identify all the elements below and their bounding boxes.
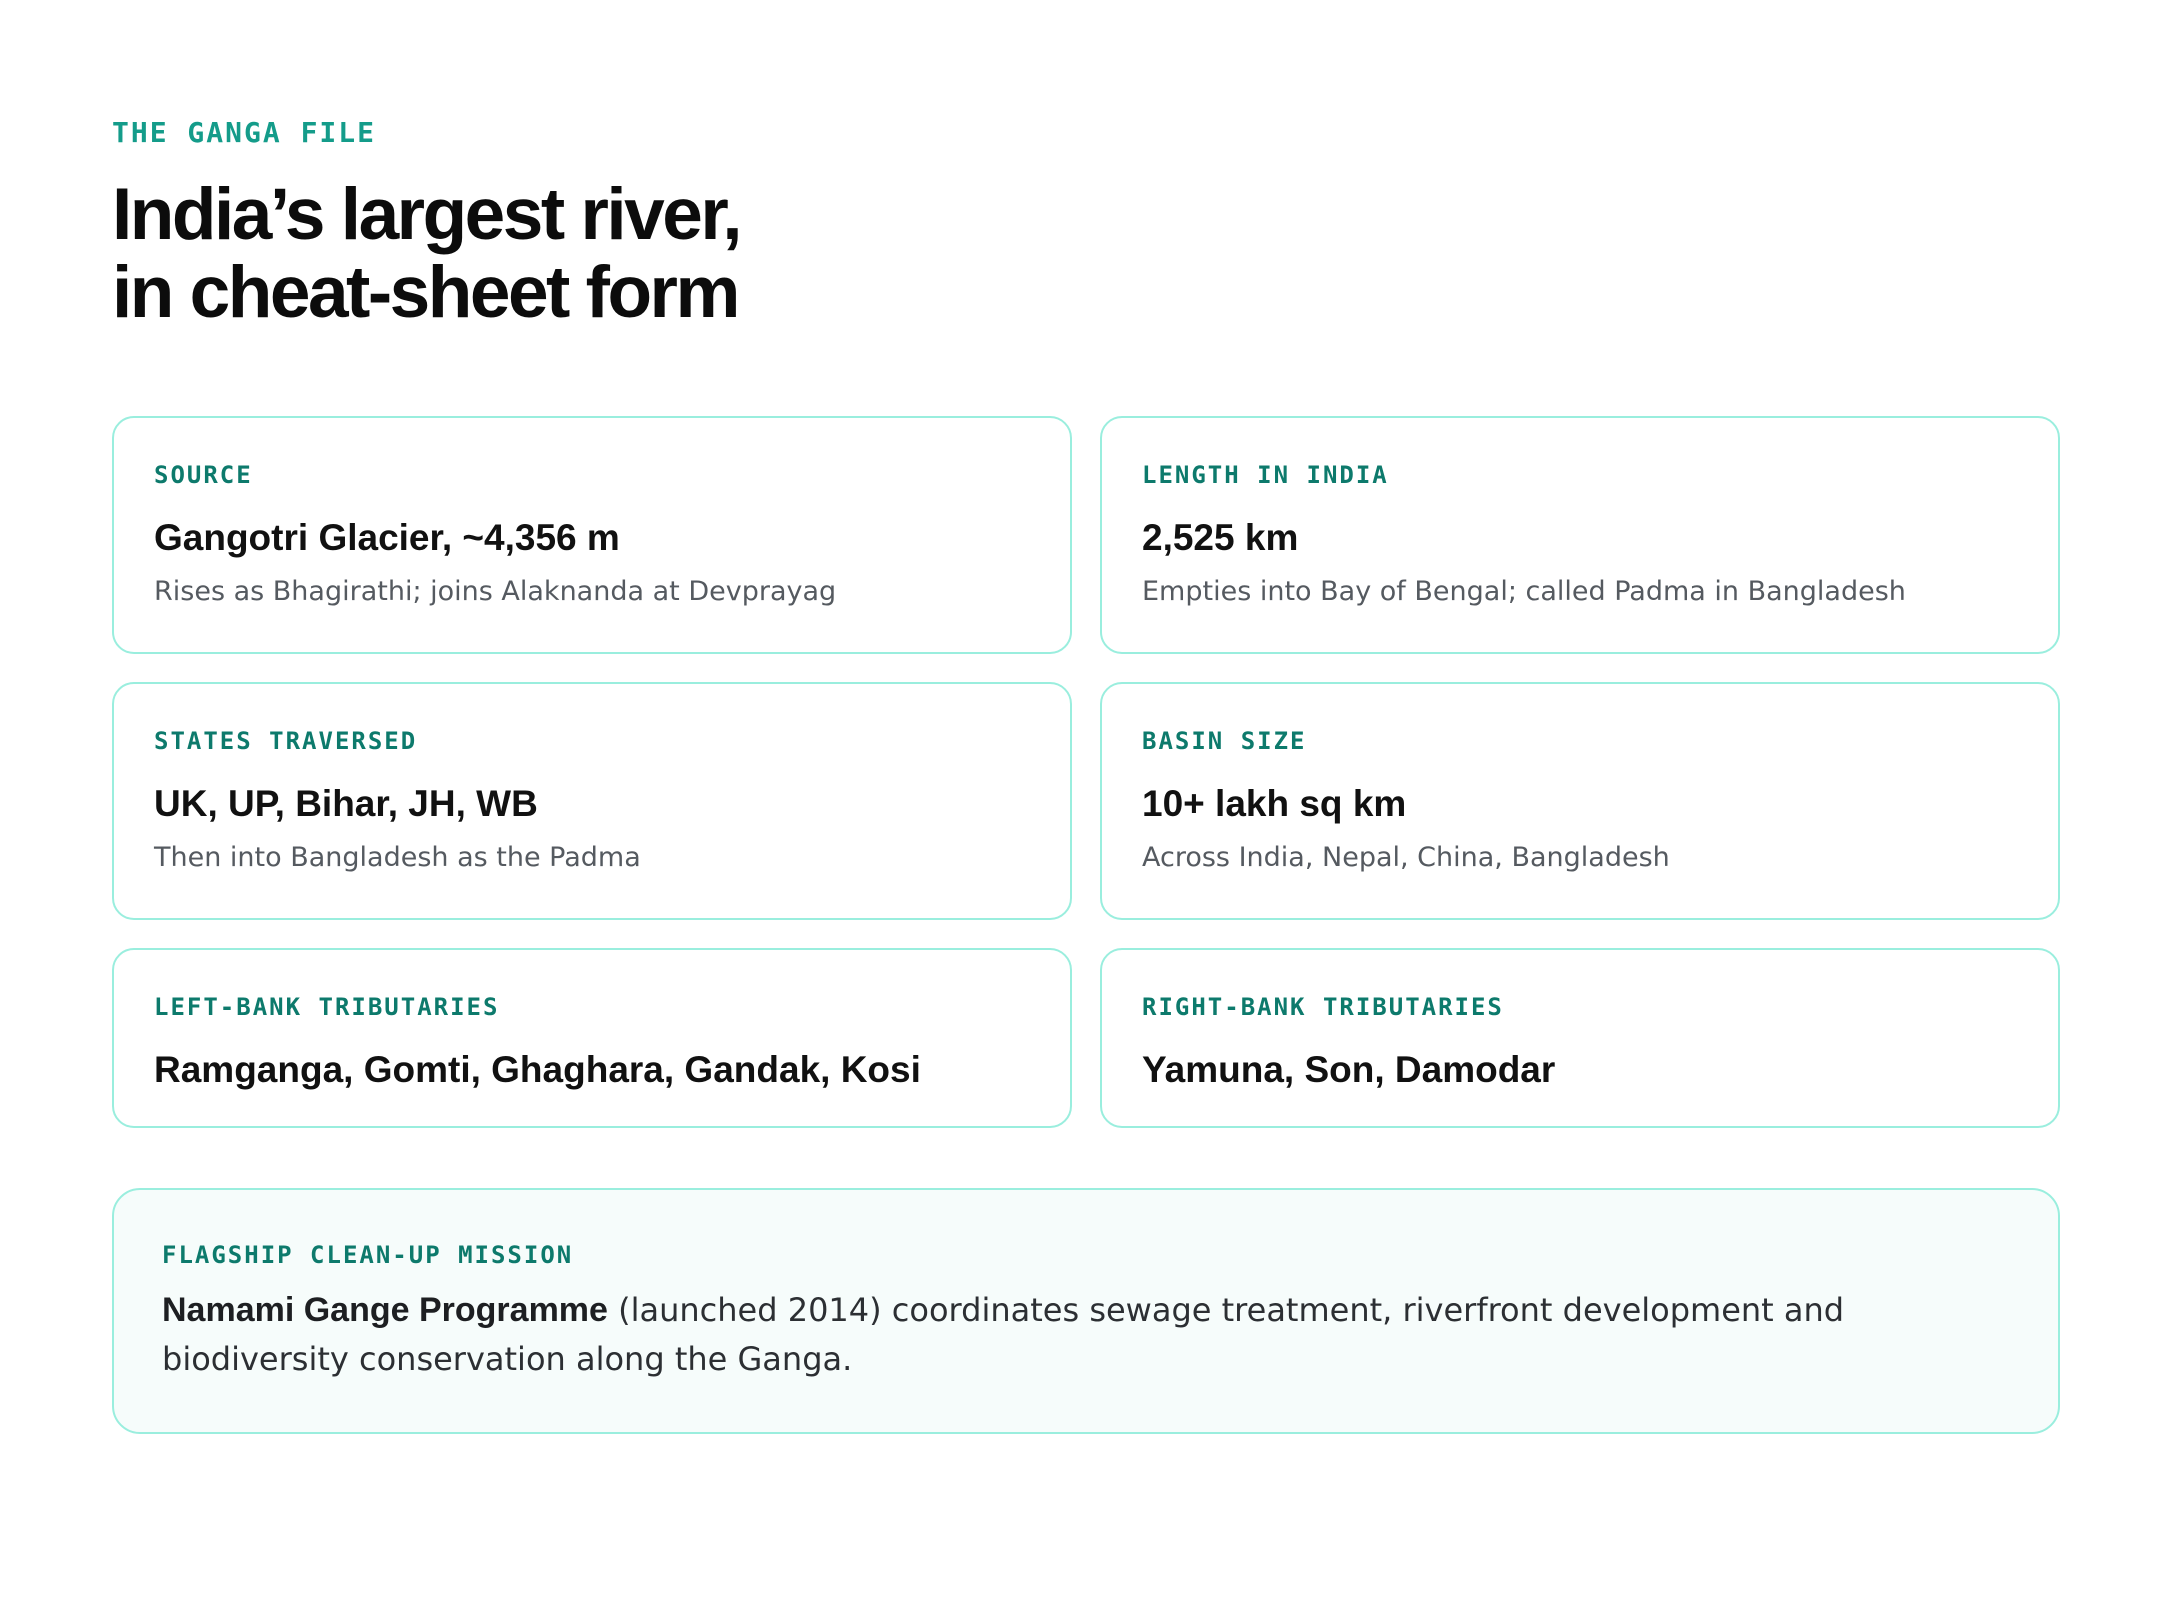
- fact-description: Empties into Bay of Bengal; called Padma in Bangladesh: [1142, 576, 1906, 607]
- fact-value: Gangotri Glacier, ~4,356 m: [154, 517, 620, 558]
- fact-label: RIGHT-BANK TRIBUTARIES: [1142, 993, 1504, 1021]
- fact-card-basin: [1100, 682, 2060, 920]
- mission-programme-name: Namami Gange Programme: [162, 1291, 608, 1329]
- fact-description: Then into Bangladesh as the Padma: [154, 842, 641, 873]
- mission-description: [162, 1286, 2002, 1384]
- mission-callout: [112, 1188, 2060, 1434]
- mission-text: (launched 2014) coordinates sewage treatment, riverfront development and biodiversity conservation along the Ganga.: [162, 1291, 1845, 1378]
- fact-card-source: [112, 416, 1072, 654]
- fact-label: SOURCE: [154, 461, 253, 489]
- fact-card-left-tributaries: [112, 948, 1072, 1128]
- fact-description: Rises as Bhagirathi; joins Alaknanda at Devprayag: [154, 576, 837, 607]
- fact-description: Across India, Nepal, China, Bangladesh: [1142, 842, 1670, 873]
- fact-card-length: [1100, 416, 2060, 654]
- fact-label: LEFT-BANK TRIBUTARIES: [154, 993, 500, 1021]
- fact-card-right-tributaries: [1100, 948, 2060, 1128]
- fact-value: 2,525 km: [1142, 517, 1299, 558]
- facts-grid: [112, 416, 2060, 1128]
- fact-label: STATES TRAVERSED: [154, 727, 418, 755]
- page-title-line-1: India’s largest river,: [112, 174, 741, 255]
- fact-value: 10+ lakh sq km: [1142, 783, 1407, 824]
- page-title: [112, 176, 740, 332]
- fact-value: UK, UP, Bihar, JH, WB: [154, 783, 538, 824]
- fact-card-states: [112, 682, 1072, 920]
- fact-label: LENGTH IN INDIA: [1142, 461, 1389, 489]
- mission-label: FLAGSHIP CLEAN-UP MISSION: [162, 1241, 574, 1269]
- fact-value: Yamuna, Son, Damodar: [1142, 1049, 1556, 1090]
- page-title-line-2: in cheat-sheet form: [112, 252, 738, 333]
- fact-label: BASIN SIZE: [1142, 727, 1307, 755]
- fact-value: Ramganga, Gomti, Ghaghara, Gandak, Kosi: [154, 1049, 921, 1090]
- eyebrow-label: THE GANGA FILE: [112, 116, 377, 149]
